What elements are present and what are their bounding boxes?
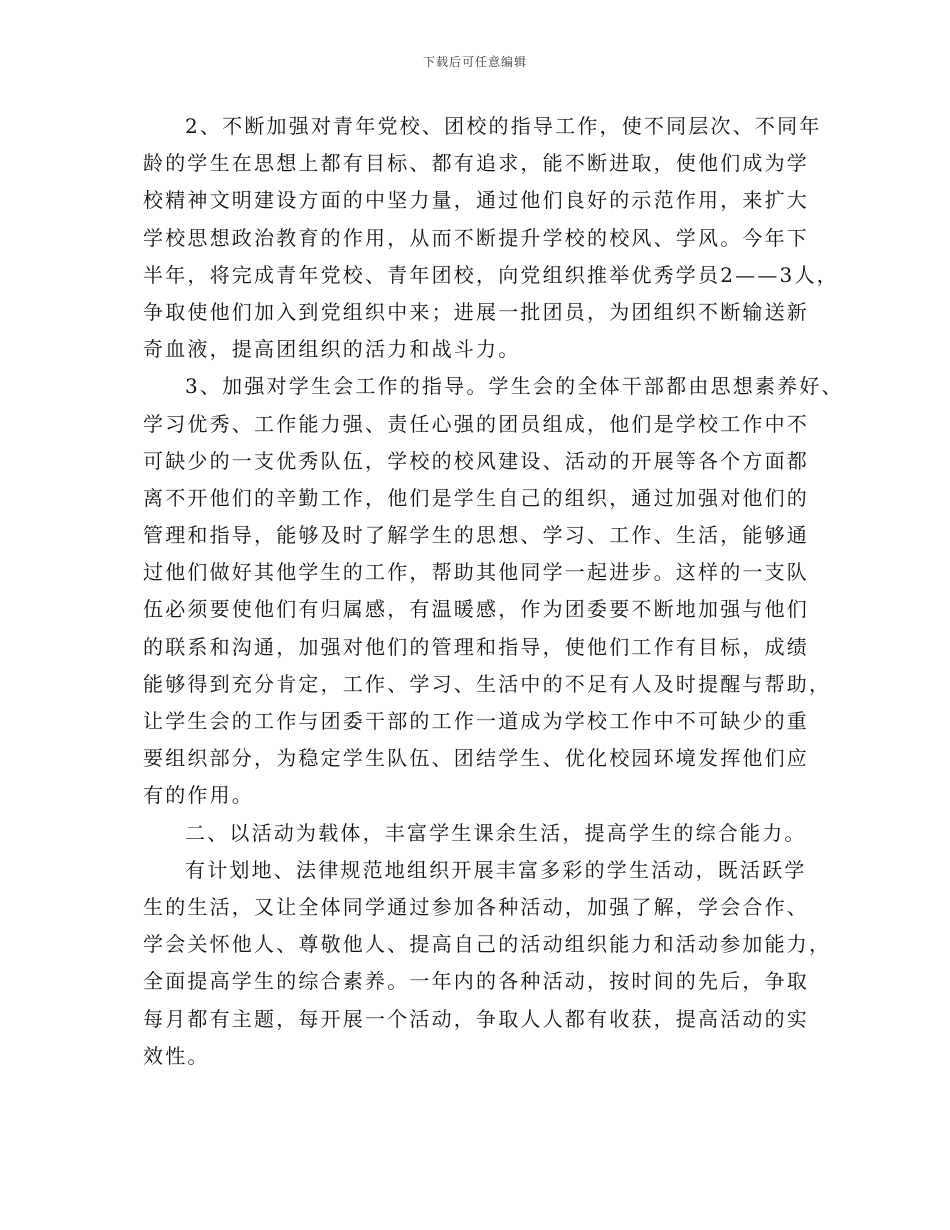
text-line: 伍必须要使他们有归属感，有温暖感，作为团委要不断地加强与他们 bbox=[143, 597, 809, 622]
text-line: 有的作用。 bbox=[143, 783, 254, 808]
text-line: 3、加强对学生会工作的指导。学生会的全体干部都由思想素养好、 bbox=[185, 374, 844, 399]
text-line: 有计划地、法律规范地组织开展丰富多彩的学生活动，既活跃学 bbox=[185, 857, 807, 882]
text-line: 半年，将完成青年党校、青年团校，向党组织推举优秀学员2——3人， bbox=[143, 262, 839, 287]
text-line: 要组织部分，为稳定学生队伍、团结学生、优化校园环境发挥他们应 bbox=[143, 746, 809, 771]
text-line: 效性。 bbox=[143, 1043, 210, 1068]
text-line: 争取使他们加入到党组织中来；进展一批团员，为团组织不断输送新 bbox=[143, 299, 809, 324]
text-line: 二、以活动为载体，丰富学生课余生活，提高学生的综合能力。 bbox=[185, 820, 807, 845]
text-line: 奇血液，提高团组织的活力和战斗力。 bbox=[143, 337, 521, 362]
text-line: 龄的学生在思想上都有目标、都有追求，能不断进取，使他们成为学 bbox=[143, 151, 809, 176]
text-line: 的联系和沟通，加强对他们的管理和指导，使他们工作有目标，成绩 bbox=[143, 634, 809, 659]
text-line: 让学生会的工作与团委干部的工作一道成为学校工作中不可缺少的重 bbox=[143, 709, 809, 733]
text-line: 学习优秀、工作能力强、责任心强的团员组成，他们是学校工作中不 bbox=[143, 411, 809, 436]
text-line: 管理和指导，能够及时了解学生的思想、学习、工作、生活，能够通 bbox=[143, 523, 809, 548]
document-body bbox=[143, 108, 844, 1075]
text-line: 过他们做好其他学生的工作，帮助其他同学一起进步。这样的一支队 bbox=[143, 560, 809, 585]
text-line: 可缺少的一支优秀队伍，学校的校风建设、活动的开展等各个方面都 bbox=[143, 448, 809, 473]
text-line: 离不开他们的辛勤工作，他们是学生自己的组织，通过加强对他们的 bbox=[143, 485, 809, 510]
text-line: 能够得到充分肯定，工作、学习、生活中的不足有人及时提醒与帮助， bbox=[143, 671, 832, 696]
text-line: 2、不断加强对青年党校、团校的指导工作，使不同层次、不同年 bbox=[185, 114, 822, 138]
page-header: 下载后可任意编辑 bbox=[422, 55, 527, 69]
text-line: 全面提高学生的综合素养。一年内的各种活动，按时间的先后，争取 bbox=[143, 969, 809, 994]
text-line: 学校思想政治教育的作用，从而不断提升学校的校风、学风。今年下 bbox=[143, 225, 809, 250]
text-line: 学会关怀他人、尊敬他人、提高自己的活动组织能力和活动参加能力， bbox=[143, 932, 832, 957]
text-line: 校精神文明建设方面的中坚力量，通过他们良好的示范作用，来扩大 bbox=[143, 188, 809, 213]
text-line: 生的生活，又让全体同学通过参加各种活动，加强了解，学会合作、 bbox=[143, 894, 809, 919]
text-line: 每月都有主题，每开展一个活动，争取人人都有收获，提高活动的实 bbox=[143, 1006, 809, 1031]
